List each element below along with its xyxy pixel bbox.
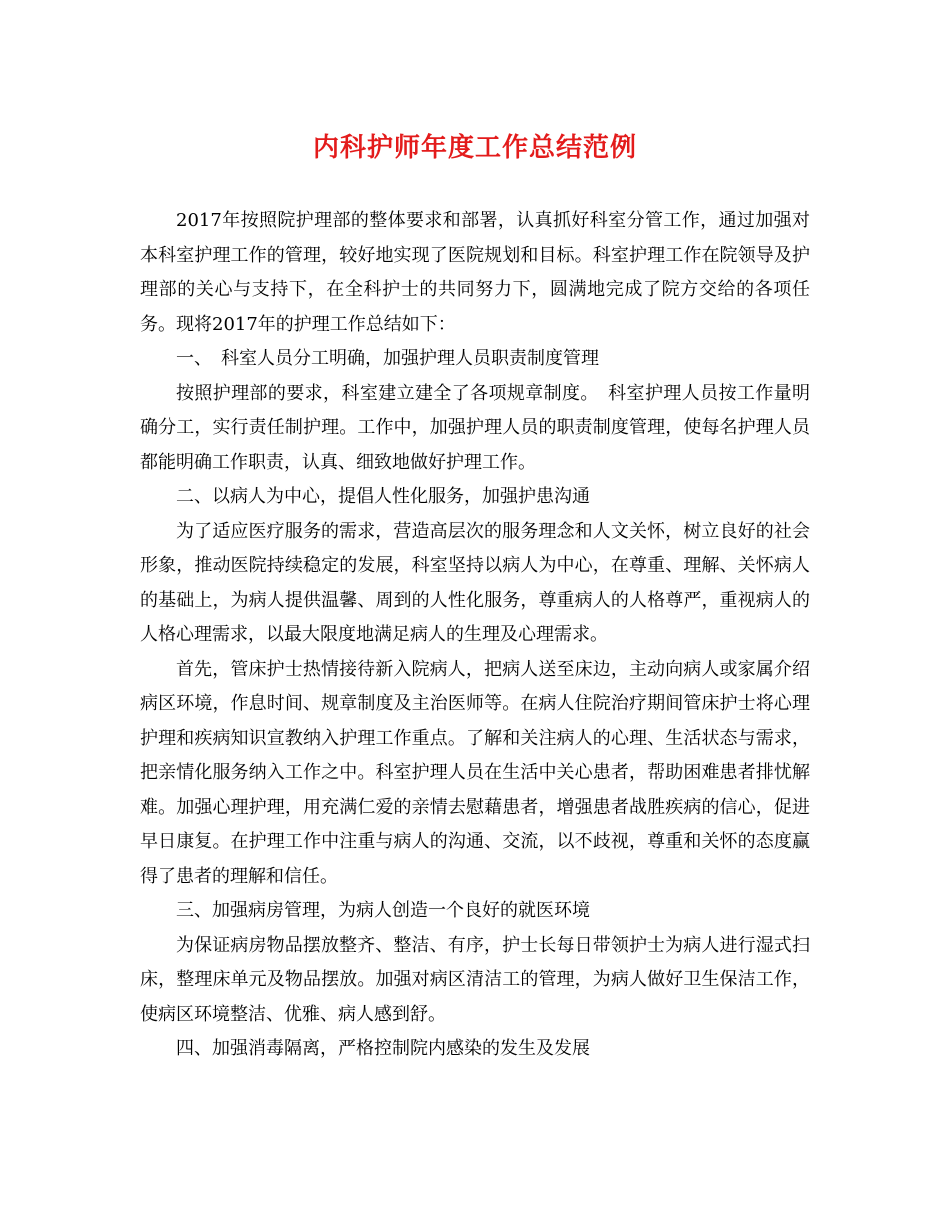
paragraph-section-1: 按照护理部的要求，科室建立建全了各项规章制度。 科室护理人员按工作量明确分工，实行责任制护理。工作中，加强护理人员的职责制度管理，使每名护理人员都能明确工作职责，认真、细致地做好护理工作。 <box>140 382 810 473</box>
paragraph-intro: 2017年按照院护理部的整体要求和部署，认真抓好科室分管工作，通过加强对本科室护理工作的管理，较好地实现了医院规划和目标。科室护理工作在院领导及护理部的关心与支持下，在全科护士的共同努力下，圆满地完成了院方交给的各项任务。现将2017年的护理工作总结如下： <box>140 210 810 335</box>
section-heading-2: 二、以病人为中心，提倡人性化服务，加强护患沟通 <box>176 486 590 507</box>
paragraph-section-3: 为保证病房物品摆放整齐、整洁、有序，护士长每日带领护士为病人进行湿式扫床，整理床单元及物品摆放。加强对病区清洁工的管理，为病人做好卫生保洁工作，使病区环境整洁、优雅、病人感到舒。 <box>140 934 810 1025</box>
section-heading-3: 三、加强病房管理，为病人创造一个良好的就医环境 <box>176 900 590 921</box>
document-body <box>140 204 810 1067</box>
document-title: 内科护师年度工作总结范例 <box>312 133 637 163</box>
section-heading-4: 四、加强消毒隔离，严格控制院内感染的发生及发展 <box>176 1038 590 1059</box>
section-heading-1: 一、 科室人员分工明确，加强护理人员职责制度管理 <box>176 348 599 369</box>
paragraph-section-2-detail: 首先，管床护士热情接待新入院病人，把病人送至床边，主动向病人或家属介绍病区环境，作息时间、规章制度及主治医师等。在病人住院治疗期间管床护士将心理护理和疾病知识宣教纳入护理工作重点。了解和关注病人的心理、生活状态与需求，把亲情化服务纳入工作之中。科室护理人员在生活中关心患者，帮助困难患者排忧解难。加强心理护理，用充满仁爱的亲情去慰藉患者，增强患者战胜疾病的信心，促进早日康复。在护理工作中注重与病人的沟通、交流，以不歧视，尊重和关怀的态度赢得了患者的理解和信任。 <box>140 658 810 887</box>
paragraph-section-2: 为了适应医疗服务的需求，营造高层次的服务理念和人文关怀，树立良好的社会形象，推动医院持续稳定的发展，科室坚持以病人为中心，在尊重、理解、关怀病人的基础上，为病人提供温馨、周到的人性化服务，尊重病人的人格尊严，重视病人的人格心理需求，以最大限度地满足病人的生理及心理需求。 <box>140 520 810 645</box>
